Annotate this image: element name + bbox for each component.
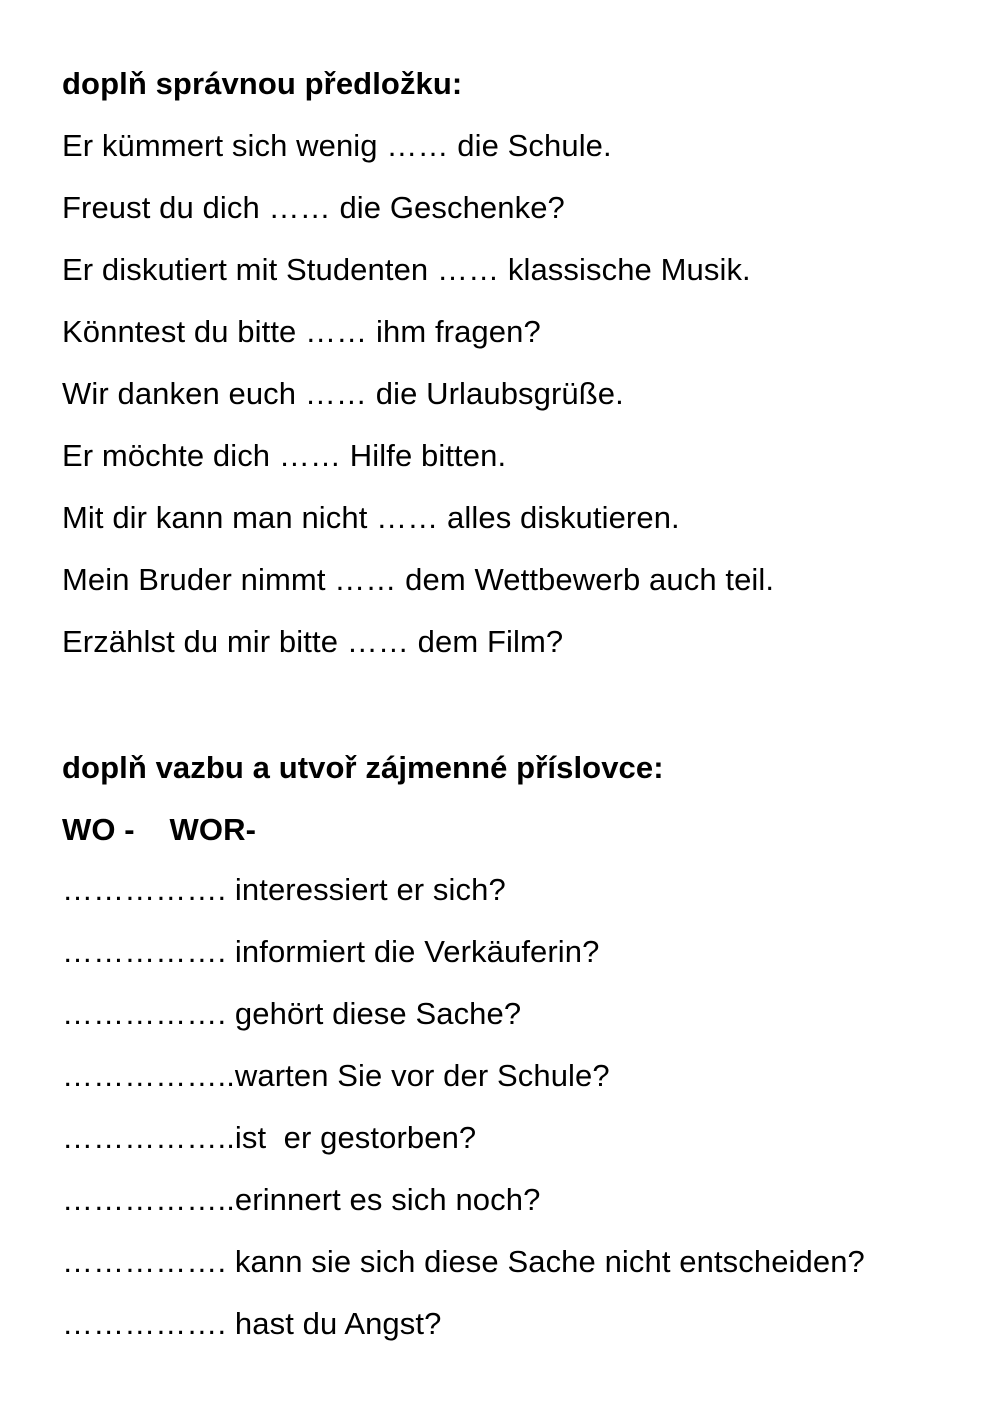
exercise2-sentence-3: ……………. gehört diese Sache? xyxy=(62,996,522,1031)
exercise2-sentence-6: ……………..erinnert es sich noch? xyxy=(62,1182,541,1217)
section1-heading: doplň správnou předložku: xyxy=(62,66,463,101)
exercise1-sentence-3: Er diskutiert mit Studenten …… klassische Musik. xyxy=(62,252,751,287)
exercise2-sentence-4: ……………..warten Sie vor der Schule? xyxy=(62,1058,610,1093)
exercise1-sentence-4: Könntest du bitte …… ihm fragen? xyxy=(62,314,541,349)
exercise2-sentence-2: ……………. informiert die Verkäuferin? xyxy=(62,934,600,969)
exercise2-sentence-5: ……………..ist er gestorben? xyxy=(62,1120,477,1155)
exercise1-sentence-1: Er kümmert sich wenig …… die Schule. xyxy=(62,128,612,163)
exercise1-sentence-7: Mit dir kann man nicht …… alles diskutieren. xyxy=(62,500,680,535)
exercise1-sentence-6: Er möchte dich …… Hilfe bitten. xyxy=(62,438,507,473)
exercise2-sentence-7: ……………. kann sie sich diese Sache nicht entscheiden? xyxy=(62,1244,865,1279)
exercise1-sentence-9: Erzählst du mir bitte …… dem Film? xyxy=(62,624,564,659)
exercise2-sentence-1: ……………. interessiert er sich? xyxy=(62,872,506,907)
section2-heading: doplň vazbu a utvoř zájmenné příslovce: xyxy=(62,750,664,785)
exercise1-sentence-2: Freust du dich …… die Geschenke? xyxy=(62,190,565,225)
exercise2-sentence-8: ……………. hast du Angst? xyxy=(62,1306,442,1341)
exercise1-sentence-5: Wir danken euch …… die Urlaubsgrüße. xyxy=(62,376,624,411)
section2-subheading: WO - WOR- xyxy=(62,812,257,847)
exercise1-sentence-8: Mein Bruder nimmt …… dem Wettbewerb auch teil. xyxy=(62,562,775,597)
